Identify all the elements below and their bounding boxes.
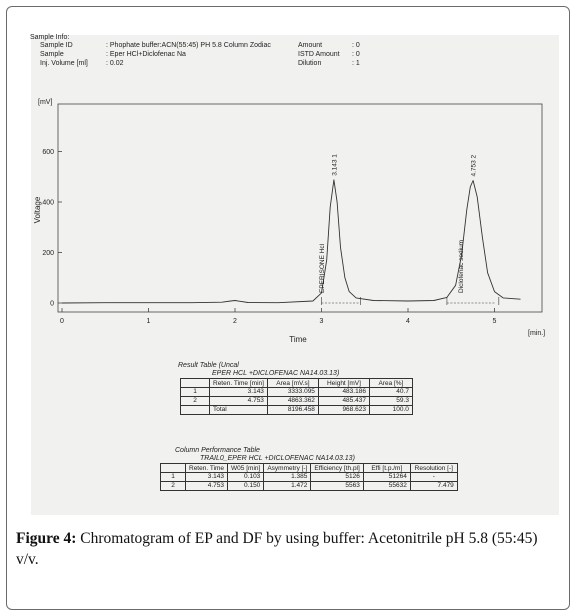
x-tick-label: 1 [146, 318, 151, 325]
table-cell: 4.753 [186, 482, 228, 491]
table-cell: 4.753 [210, 397, 268, 406]
table-cell: 1.385 [264, 473, 311, 482]
x-axis-unit: [min.] [528, 330, 546, 337]
table-cell: 5126 [311, 473, 363, 482]
table-cell: 1.472 [264, 482, 311, 491]
table-row [161, 482, 458, 491]
table-cell: 59.3 [369, 397, 412, 406]
sample-id-label: Sample ID [40, 42, 73, 49]
table-cell: 0.103 [228, 473, 264, 482]
x-tick-label: 2 [233, 318, 237, 325]
table-cell: 0.150 [228, 482, 264, 491]
x-axis-label: Time [289, 335, 307, 344]
table-cell: 7.479 [410, 482, 457, 491]
inj-volume-label: Inj. Volume [ml] [40, 60, 88, 67]
result-header-cell [181, 379, 210, 388]
performance-header-cell: Efficiency [th.pl] [311, 464, 363, 473]
y-tick-label: 600 [42, 149, 54, 156]
sample-id-value: : Phophate buffer:ACN(55:45) PH 5.8 Column Zodiac [106, 42, 271, 49]
table-cell: 3.143 [186, 473, 228, 482]
result-header-cell: Area [%] [369, 379, 412, 388]
x-tick-label: 3 [319, 318, 324, 325]
peak-label: 4.753 2 [470, 154, 478, 177]
performance-table-header-row [161, 464, 458, 473]
table-cell: 55632 [363, 482, 410, 491]
dilution-value: : 1 [352, 60, 360, 67]
performance-header-cell [161, 464, 186, 473]
result-table-header-row [181, 379, 413, 388]
sample-value: : Eper HCl+Diclofenac Na [106, 51, 186, 58]
peak-name: EPERISONE Hcl [318, 243, 326, 293]
sample-label: Sample [40, 51, 64, 58]
table-cell: 485.437 [318, 397, 369, 406]
figure-caption [16, 528, 560, 570]
caption-text: Chromatogram of EP and DF by using buffer: Acetonitrile pH 5.8 (55:45) v/v. [16, 530, 538, 568]
table-cell: 2 [161, 482, 186, 491]
table-cell: 3333.095 [267, 388, 318, 397]
performance-table-subtitle: TRAIL0_EPER HCL +DICLOFENAC NA14.03.13) [200, 455, 355, 462]
table-cell: 8196.458 [267, 406, 318, 415]
y-axis-label: Voltage [33, 196, 42, 224]
performance-header-cell: Effi [t.p./m] [363, 464, 410, 473]
y-axis-unit: [mV] [38, 99, 53, 106]
y-tick-label: 200 [42, 250, 54, 257]
performance-header-cell: Resolution [-] [410, 464, 457, 473]
inj-volume-value: : 0.02 [106, 60, 124, 67]
x-tick-label: 0 [60, 318, 64, 325]
result-table-title: Result Table (Uncal [178, 362, 239, 369]
result-header-cell: Height [mV] [318, 379, 369, 388]
result-header-cell: Area [mV.s] [267, 379, 318, 388]
amount-label: Amount [298, 42, 323, 49]
table-cell: 100.0 [369, 406, 412, 415]
table-row [181, 388, 413, 397]
result-header-cell: Reten. Time [min] [210, 379, 268, 388]
table-cell: 1 [161, 473, 186, 482]
table-cell: 968.623 [318, 406, 369, 415]
table-cell: 1 [181, 388, 210, 397]
result-table [180, 378, 413, 415]
table-row [181, 397, 413, 406]
y-tick-label: 0 [50, 300, 54, 308]
y-tick-label: 400 [42, 199, 54, 207]
performance-header-cell: W05 [min] [228, 464, 264, 473]
x-tick-label: 4 [406, 318, 410, 325]
table-cell: Total [210, 406, 268, 415]
istd-amount-value: : 0 [352, 51, 360, 58]
chromatogram-trace [62, 180, 521, 303]
table-cell: 2 [181, 397, 210, 406]
table-cell: 483.186 [318, 388, 369, 397]
dilution-label: Dilution [298, 60, 322, 67]
table-row [161, 473, 458, 482]
sample-info-header: Sample Info: [30, 34, 70, 41]
performance-table [160, 463, 458, 491]
table-cell: 51264 [363, 473, 410, 482]
table-cell: 3.143 [210, 388, 268, 397]
x-tick-label: 5 [492, 318, 497, 325]
table-cell: 5563 [311, 482, 363, 491]
peak-name: Diclofenac sodium [458, 239, 466, 293]
plot-frame [58, 104, 542, 312]
istd-amount-label: ISTD Amount [298, 51, 340, 58]
peak-label: 3.143 1 [331, 154, 339, 176]
performance-header-cell: Asymmetry [-] [264, 464, 311, 473]
performance-table-title: Column Performance Table [175, 447, 260, 454]
table-row [181, 406, 413, 415]
performance-header-cell: Reten. Time [186, 464, 228, 473]
table-cell: 4863.362 [267, 397, 318, 406]
result-table-subtitle: EPER HCL +DICLOFENAC NA14.03.13) [212, 370, 340, 377]
amount-value: : 0 [352, 42, 360, 49]
table-cell: - [410, 473, 457, 482]
caption-label: Figure 4: [16, 530, 77, 547]
table-cell: 40.7 [369, 388, 412, 397]
table-cell [181, 406, 210, 415]
